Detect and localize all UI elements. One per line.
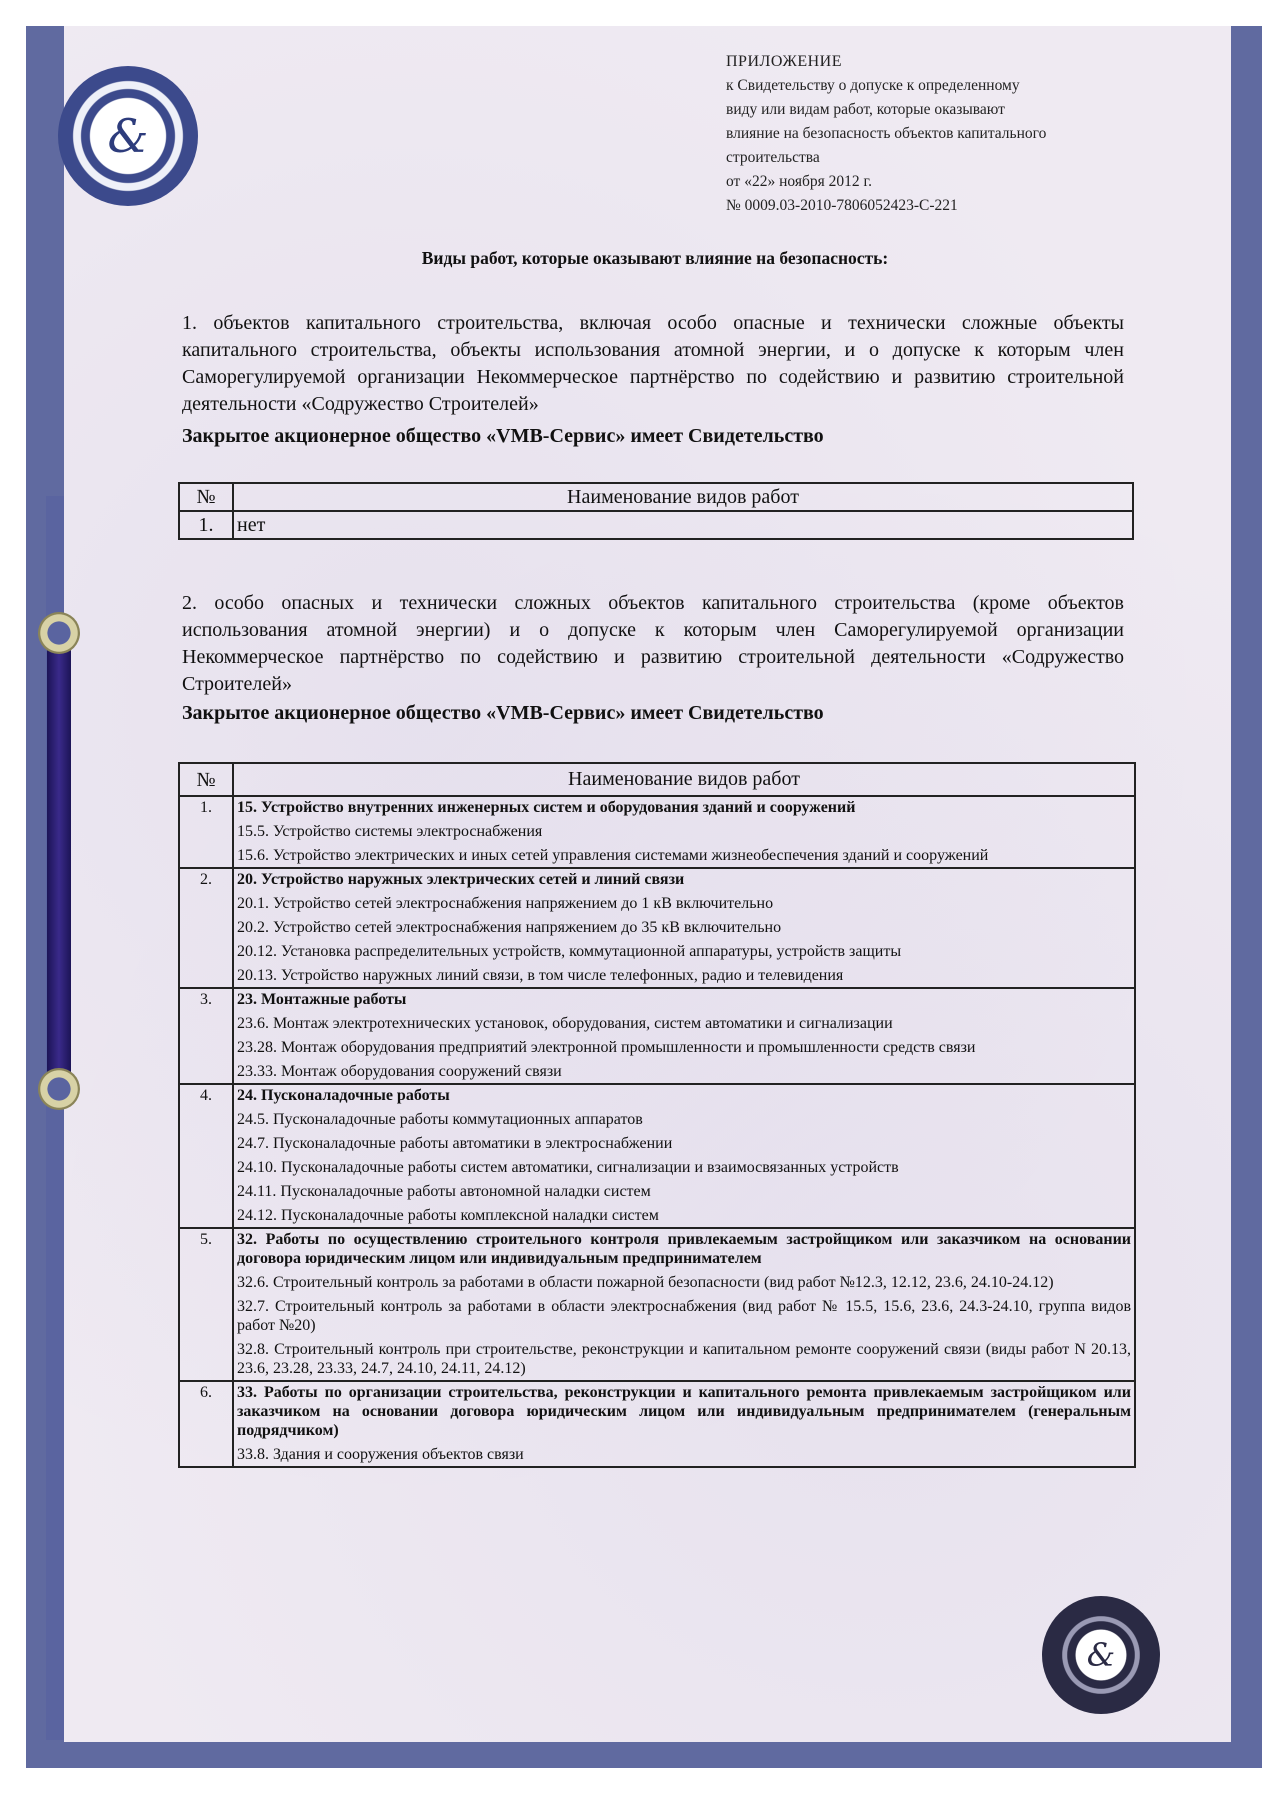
- section1-company: Закрытое акционерное общество «VMB-Сервис» имеет Свидетельство: [182, 425, 824, 447]
- group-num: 5.: [179, 1228, 233, 1381]
- group-cell: [233, 868, 1135, 988]
- group-num: 2.: [179, 868, 233, 988]
- table-row: [179, 988, 1135, 1084]
- appendix-date: от «22» ноября 2012 г.: [726, 173, 872, 190]
- appendix-line: строительства: [726, 149, 820, 166]
- col-name-header: Наименование видов работ: [233, 483, 1133, 511]
- table-row: [179, 511, 1133, 539]
- work-item: 32.7. Строительный контроль за работами в области электроснабжения (вид работ № 15.5, 15.6, 23.6, 24.3-24.10, группа видов работ №20): [237, 1298, 1131, 1334]
- row-name: нет: [233, 511, 1133, 539]
- group-num: 1.: [179, 796, 233, 868]
- work-item: 33.8. Здания и сооружения объектов связи: [237, 1446, 524, 1463]
- work-item: 20.2. Устройство сетей электроснабжения напряжением до 35 кВ включительно: [237, 919, 782, 936]
- row-num: 1.: [179, 511, 233, 539]
- work-item: 32.8. Строительный контроль при строительстве, реконструкции и капитальном ремонте сооружений связи (виды работ N 20.13, 23.6, 23.28, 23.33, 24.7, 24.10, 24.11, 24.12): [237, 1341, 1131, 1377]
- group-title: 15. Устройство внутренних инженерных систем и оборудования зданий и сооружений: [237, 799, 856, 816]
- appendix-line: влияние на безопасность объектов капитального: [726, 125, 1047, 142]
- table-row: [179, 1084, 1135, 1228]
- logo-glyph: &: [107, 109, 149, 163]
- section1-table: [178, 482, 1134, 540]
- table-row: [179, 868, 1135, 988]
- table-header-row: [179, 483, 1133, 511]
- group-num: 4.: [179, 1084, 233, 1228]
- group-title: 23. Монтажные работы: [237, 991, 407, 1008]
- group-title: 20. Устройство наружных электрических сетей и линий связи: [237, 871, 685, 888]
- appendix-line: виду или видам работ, которые оказывают: [726, 101, 1005, 118]
- group-cell: [233, 796, 1135, 868]
- appendix-header: [726, 50, 1146, 218]
- col-name-header: Наименование видов работ: [233, 763, 1135, 796]
- work-item: 20.12. Установка распределительных устройств, коммутационной аппаратуры, устройств защиты: [237, 943, 902, 960]
- work-item: 23.33. Монтаж оборудования сооружений связи: [237, 1063, 562, 1080]
- table-header-row: [179, 763, 1135, 796]
- section2-table: [178, 762, 1136, 1468]
- group-cell: [233, 1228, 1135, 1381]
- certificate-number: № 0009.03-2010-7806052423-С-221: [726, 197, 958, 214]
- group-title: 33. Работы по организации строительства, реконструкции и капитального ремонта привлекаемым застройщиком или заказчиком на основании договора юридическим лицом или индивидуальным предпринимателем (генеральным подрядчиком): [237, 1384, 1131, 1439]
- group-cell: [233, 1381, 1135, 1467]
- group-title: 24. Пусконаладочные работы: [237, 1087, 450, 1104]
- group-cell: [233, 988, 1135, 1084]
- work-item: 23.6. Монтаж электротехнических установок, оборудования, систем автоматики и сигнализации: [237, 1015, 893, 1032]
- group-cell: [233, 1084, 1135, 1228]
- section2-company: Закрытое акционерное общество «VMB-Сервис» имеет Свидетельство: [182, 702, 824, 724]
- work-item: 24.7. Пусконаладочные работы автоматики в электроснабжении: [237, 1135, 673, 1152]
- group-num: 3.: [179, 988, 233, 1084]
- section1-text: 1. объектов капитального строительства, включая особо опасные и технически сложные объекты капитального строительства, объекты использования атомной энергии, и о допуске к которым член Саморегулируемой организации Некоммерческое партнёрство по содействию и развитию строительной деятельности «Содружество Строителей»: [182, 312, 1124, 415]
- work-item: 15.6. Устройство электрических и иных сетей управления системами жизнеобеспечения зданий и сооружений: [237, 847, 989, 864]
- work-item: 24.12. Пусконаладочные работы комплексной наладки систем: [237, 1207, 659, 1224]
- grommet-bottom: [38, 1068, 80, 1110]
- section2-text: 2. особо опасных и технически сложных объектов капитального строительства (кроме объектов использования атомной энергии) и о допуске к которым член Саморегулируемой организации Некоммерческое партнёрство по содействию и развитию строительной деятельности «Содружество Строителей»: [182, 592, 1124, 695]
- appendix-line: к Свидетельству о допуске к определенному: [726, 77, 1020, 94]
- work-item: 32.6. Строительный контроль за работами в области пожарной безопасности (вид работ №12.3, 12.12, 23.6, 24.10-24.12): [237, 1274, 1054, 1291]
- binding-ribbon: [47, 618, 71, 1088]
- grommet-top: [38, 612, 80, 654]
- col-num-header: №: [179, 763, 233, 796]
- work-item: 24.5. Пусконаладочные работы коммутационных аппаратов: [237, 1111, 643, 1128]
- group-num: 6.: [179, 1381, 233, 1467]
- work-item: 24.10. Пусконаладочные работы систем автоматики, сигнализации и взаимосвязанных устройств: [237, 1159, 899, 1176]
- col-num-header: №: [179, 483, 233, 511]
- table-row: [179, 796, 1135, 868]
- table-row: [179, 1381, 1135, 1467]
- work-item: 20.13. Устройство наружных линий связи, в том числе телефонных, радио и телевидения: [237, 967, 844, 984]
- organization-logo-icon: [58, 66, 198, 206]
- work-item: 24.11. Пусконаладочные работы автономной наладки систем: [237, 1183, 651, 1200]
- seal-glyph: &: [1086, 1636, 1116, 1674]
- work-item: 23.28. Монтаж оборудования предприятий электронной промышленности и промышленности средств связи: [237, 1039, 976, 1056]
- work-item: 20.1. Устройство сетей электроснабжения напряжением до 1 кВ включительно: [237, 895, 774, 912]
- appendix-title: ПРИЛОЖЕНИЕ: [726, 53, 843, 70]
- work-item: 15.5. Устройство системы электроснабжения: [237, 823, 543, 840]
- group-title: 32. Работы по осуществлению строительного контроля привлекаемым застройщиком или заказчиком на основании договора юридическим лицом или индивидуальным предпринимателем: [237, 1231, 1131, 1267]
- hologram-seal-icon: [1042, 1596, 1160, 1714]
- table-row: [179, 1228, 1135, 1381]
- page-heading: Виды работ, которые оказывают влияние на безопасность:: [421, 248, 889, 268]
